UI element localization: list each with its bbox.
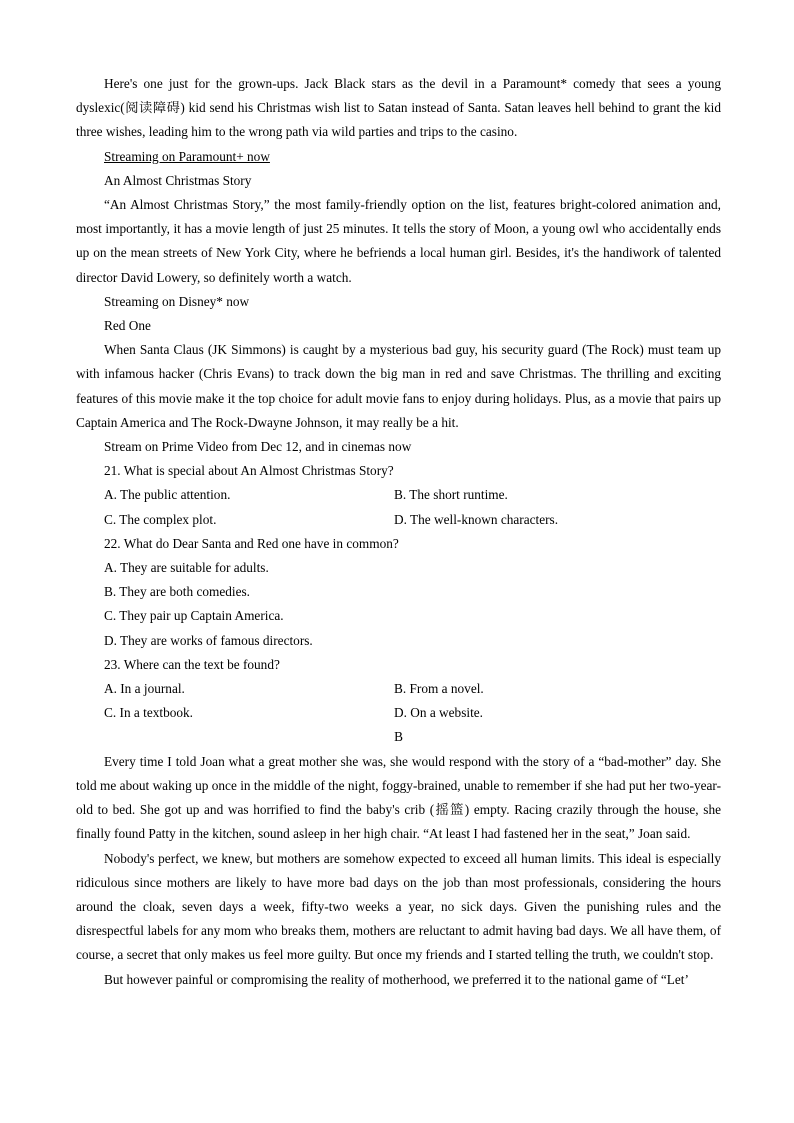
dear-santa-paragraph: Here's one just for the grown-ups. Jack Black stars as the devil in a Paramount* comedy that sees a young dyslexic(阅读障碍) kid send his Christmas wish list to Satan instead of Santa. Satan leaves hell behind to grant the kid three wishes, leading him to the wrong path via wild parties and trips to the casino.: [76, 76, 721, 140]
question-21-option-a: A. The public attention.: [104, 487, 231, 503]
passage-b-paragraph-1: Every time I told Joan what a great mother she was, she would respond with the story of a “bad-mother” day. She told me about waking up once in the middle of the night, foggy-brained, unable to remember if she had put her two-year-old to bed. She got up and was horrified to find the baby's crib (摇篮) empty. Racing crazily through the house, she finally found Patty in the kitchen, sound asleep in her high chair. “At least I had fastened her in the seat,” Joan said.: [76, 753, 721, 842]
question-23-stem: 23. Where can the text be found?: [104, 656, 280, 672]
almost-christmas-title: An Almost Christmas Story: [104, 172, 252, 188]
question-23-option-d: D. On a website.: [394, 705, 483, 721]
question-21-option-d: D. The well-known characters.: [394, 511, 559, 527]
passage-b-paragraph-2: Nobody's perfect, we knew, but mothers are somehow expected to exceed all human limits. This ideal is especially ridiculous since mothers are likely to have more bad days on the job than most professionals, considering the hours around the cloak, seven days a week, fifty-two weeks a year, no sick days. Given the punishing rules and the disrespectful labels for any mom who breaks them, mothers are reluctant to admit having bad days. We all have them, of course, a secret that only makes us feel more guilty. But once my friends and I started telling the truth, we couldn't stop.: [76, 850, 721, 963]
dear-santa-streaming: [76, 145, 721, 169]
almost-christmas-streaming: Streaming on Disney* now: [104, 293, 250, 309]
exam-page: [76, 72, 721, 992]
question-23-option-b: B. From a novel.: [394, 681, 484, 697]
question-23-option-c: C. In a textbook.: [104, 705, 194, 721]
passage-b-paragraph-3: But however painful or compromising the reality of motherhood, we preferred it to the national game of “Let’: [104, 971, 689, 987]
question-22-stem: 22. What do Dear Santa and Red one have in common?: [104, 535, 399, 551]
red-one-streaming: Stream on Prime Video from Dec 12, and in cinemas now: [104, 439, 412, 455]
section-b-heading: B: [394, 729, 403, 745]
question-21-option-c: C. The complex plot.: [104, 511, 217, 527]
question-22-option-c: C. They pair up Captain America.: [104, 608, 284, 624]
question-21-stem: 21. What is special about An Almost Christmas Story?: [104, 463, 394, 479]
question-23-options-row-1: [76, 677, 721, 701]
question-23-options-row-2: [76, 701, 721, 725]
question-22-option-a: A. They are suitable for adults.: [104, 560, 269, 576]
question-21-options-row-2: [76, 508, 721, 532]
question-21-options-row-1: [76, 483, 721, 507]
red-one-title: Red One: [104, 318, 151, 334]
question-23-option-a: A. In a journal.: [104, 681, 185, 697]
red-one-paragraph: When Santa Claus (JK Simmons) is caught by a mysterious bad guy, his security guard (The Rock) must team up with infamous hacker (Chris Evans) to track down the big man in red and save Christmas. The thrilling and exciting features of this movie make it the top choice for adult movie fans to enjoy during holidays. Plus, as a movie that pairs up Captain America and The Rock-Dwayne Johnson, it may really be a hit.: [76, 342, 721, 430]
question-21-option-b: B. The short runtime.: [394, 487, 508, 503]
question-22-option-d: D. They are works of famous directors.: [104, 632, 313, 648]
question-22-option-b: B. They are both comedies.: [104, 584, 250, 600]
almost-christmas-paragraph: “An Almost Christmas Story,” the most family-friendly option on the list, features bright-colored animation and, most importantly, it has a movie length of just 25 minutes. It tells the story of Moon, a young owl who accidentally ends up on the mean streets of New York City, where he befriends a local human girl. Besides, it's the handiwork of talented director David Lowery, so definitely worth a watch.: [76, 197, 721, 285]
dear-santa-streaming-text: Streaming on Paramount+ now: [104, 148, 270, 164]
